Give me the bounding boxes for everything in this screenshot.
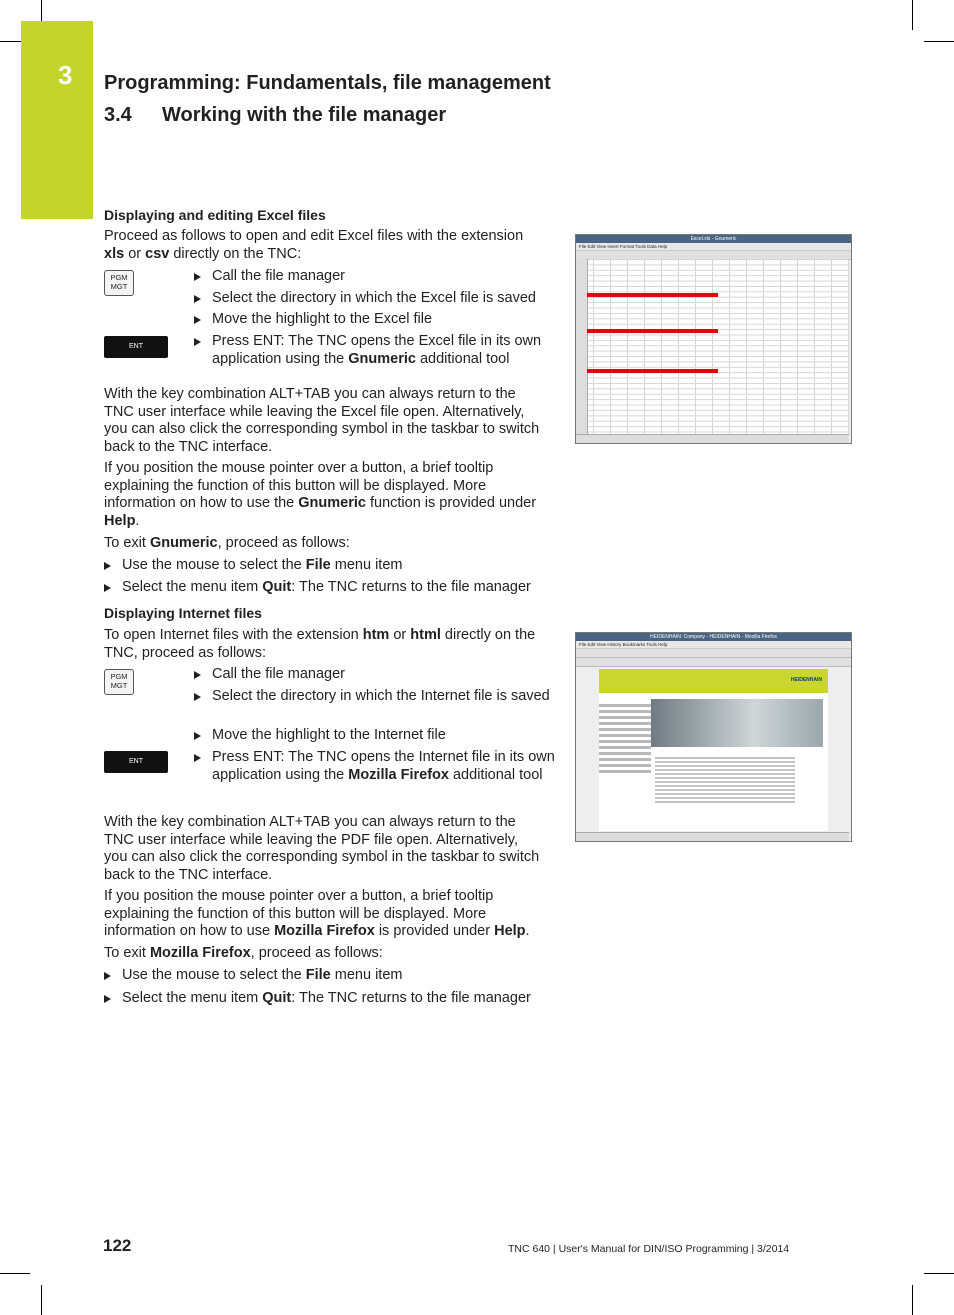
crop-mark: [0, 1273, 30, 1274]
ent-key[interactable]: ENT: [104, 336, 168, 358]
crop-mark: [924, 41, 954, 42]
internet-step-2: Select the directory in which the Internet file is saved: [194, 688, 562, 706]
arrow-right-icon: [194, 754, 201, 762]
web-text: [655, 755, 795, 805]
excel-step-3: Move the highlight to the Excel file: [194, 311, 562, 329]
excel-heading: Displaying and editing Excel files: [104, 207, 326, 223]
spreadsheet-grid: [576, 259, 849, 434]
excel-step-1: Call the file manager: [194, 268, 562, 286]
internet-paragraph-alt-tab: With the key combination ALT+TAB you can always return to the TNC user interface while leaving the PDF file open. Alternatively, you can also click the corresponding symbol in the taskbar to switch back to the TNC interface.: [104, 814, 540, 883]
excel-exit-step-1: Use the mouse to select the File menu item: [104, 557, 562, 575]
arrow-right-icon: [194, 732, 201, 740]
excel-paragraph-alt-tab: With the key combination ALT+TAB you can always return to the TNC user interface while leaving the Excel file open. Alternatively, you can also click the corresponding symbol in the taskbar to switch back to the TNC interface.: [104, 386, 540, 455]
firefox-bookmarks-bar: [576, 658, 851, 667]
section-title: [104, 104, 446, 127]
web-nav: [599, 701, 651, 821]
pgm-mgt-key[interactable]: PGM MGT: [104, 669, 134, 695]
excel-paragraph-tooltip: If you position the mouse pointer over a button, a brief tooltip explaining the function of this button will be displayed. More information on how to use the Gnumeric function is provided under Help.: [104, 460, 537, 529]
crop-mark: [912, 0, 913, 30]
chapter-title: Programming: Fundamentals, file management: [104, 72, 551, 94]
footer-text: TNC 640 | User's Manual for DIN/ISO Programming | 3/2014: [508, 1243, 790, 1255]
arrow-right-icon: [194, 295, 201, 303]
pgm-mgt-key[interactable]: PGM MGT: [104, 270, 134, 296]
internet-step-1: Call the file manager: [194, 666, 562, 684]
gnumeric-status-bar: [576, 434, 849, 443]
chapter-tab: [21, 21, 93, 219]
internet-exit-step-1: Use the mouse to select the File menu item: [104, 967, 562, 985]
internet-heading: Displaying Internet files: [104, 605, 262, 621]
arrow-right-icon: [194, 316, 201, 324]
arrow-right-icon: [194, 671, 201, 679]
internet-step-4: Press ENT: The TNC opens the Internet file in its own application using the Mozilla Firefox additional tool: [194, 749, 562, 784]
arrow-right-icon: [104, 584, 111, 592]
section-title-text: Working with the file manager: [162, 104, 447, 126]
internet-paragraph-tooltip: If you position the mouse pointer over a button, a brief tooltip explaining the function of this button will be displayed. More information on how to use Mozilla Firefox is provided under Help.: [104, 888, 530, 939]
arrow-right-icon: [104, 562, 111, 570]
highlighted-row: [587, 293, 718, 297]
gnumeric-menubar: File Edit View Insert Format Tools Data Help: [576, 243, 851, 251]
excel-exit-intro: To exit Gnumeric, proceed as follows:: [104, 535, 350, 551]
arrow-right-icon: [104, 972, 111, 980]
firefox-status-bar: [576, 832, 849, 841]
excel-exit-step-2: Select the menu item Quit: The TNC returns to the file manager: [104, 579, 562, 597]
firefox-screenshot: [575, 632, 852, 842]
internet-exit-step-2: Select the menu item Quit: The TNC returns to the file manager: [104, 990, 562, 1008]
web-photo: [651, 699, 823, 747]
excel-intro: Proceed as follows to open and edit Excel files with the extension xls or csv directly on the TNC:: [104, 228, 524, 262]
highlighted-row: [587, 369, 718, 373]
arrow-right-icon: [194, 338, 201, 346]
gnumeric-screenshot: [575, 234, 852, 444]
row-headers: [576, 259, 588, 434]
internet-exit-intro: To exit Mozilla Firefox, proceed as follows:: [104, 945, 383, 961]
page-number: 122: [103, 1236, 132, 1255]
section-number: 3.4: [104, 104, 132, 126]
crop-mark: [912, 1285, 913, 1315]
arrow-right-icon: [194, 273, 201, 281]
crop-mark: [924, 1273, 954, 1274]
gnumeric-window-title: Excel.xls - Gnumeric: [576, 235, 851, 243]
heidenhain-logo: HEIDENHAIN: [790, 677, 822, 683]
web-page: [599, 669, 828, 831]
firefox-menubar: File Edit View History Bookmarks Tools Help: [576, 641, 851, 649]
web-header-band: [599, 669, 828, 693]
firefox-address-bar: [576, 649, 851, 658]
highlighted-row: [587, 329, 718, 333]
arrow-right-icon: [104, 995, 111, 1003]
crop-mark: [41, 1285, 42, 1315]
ent-key[interactable]: ENT: [104, 751, 168, 773]
arrow-right-icon: [194, 693, 201, 701]
chapter-number: 3: [58, 60, 73, 90]
excel-step-4: Press ENT: The TNC opens the Excel file in its own application using the Gnumeric additional tool: [194, 333, 562, 368]
excel-step-2: Select the directory in which the Excel file is saved: [194, 290, 562, 308]
internet-step-3: Move the highlight to the Internet file: [194, 727, 562, 745]
firefox-window-title: HEIDENHAIN: Company - HEIDENHAIN - Mozilla Firefox: [576, 633, 851, 641]
internet-intro: To open Internet files with the extension htm or html directly on the TNC, proceed as follows:: [104, 627, 536, 661]
